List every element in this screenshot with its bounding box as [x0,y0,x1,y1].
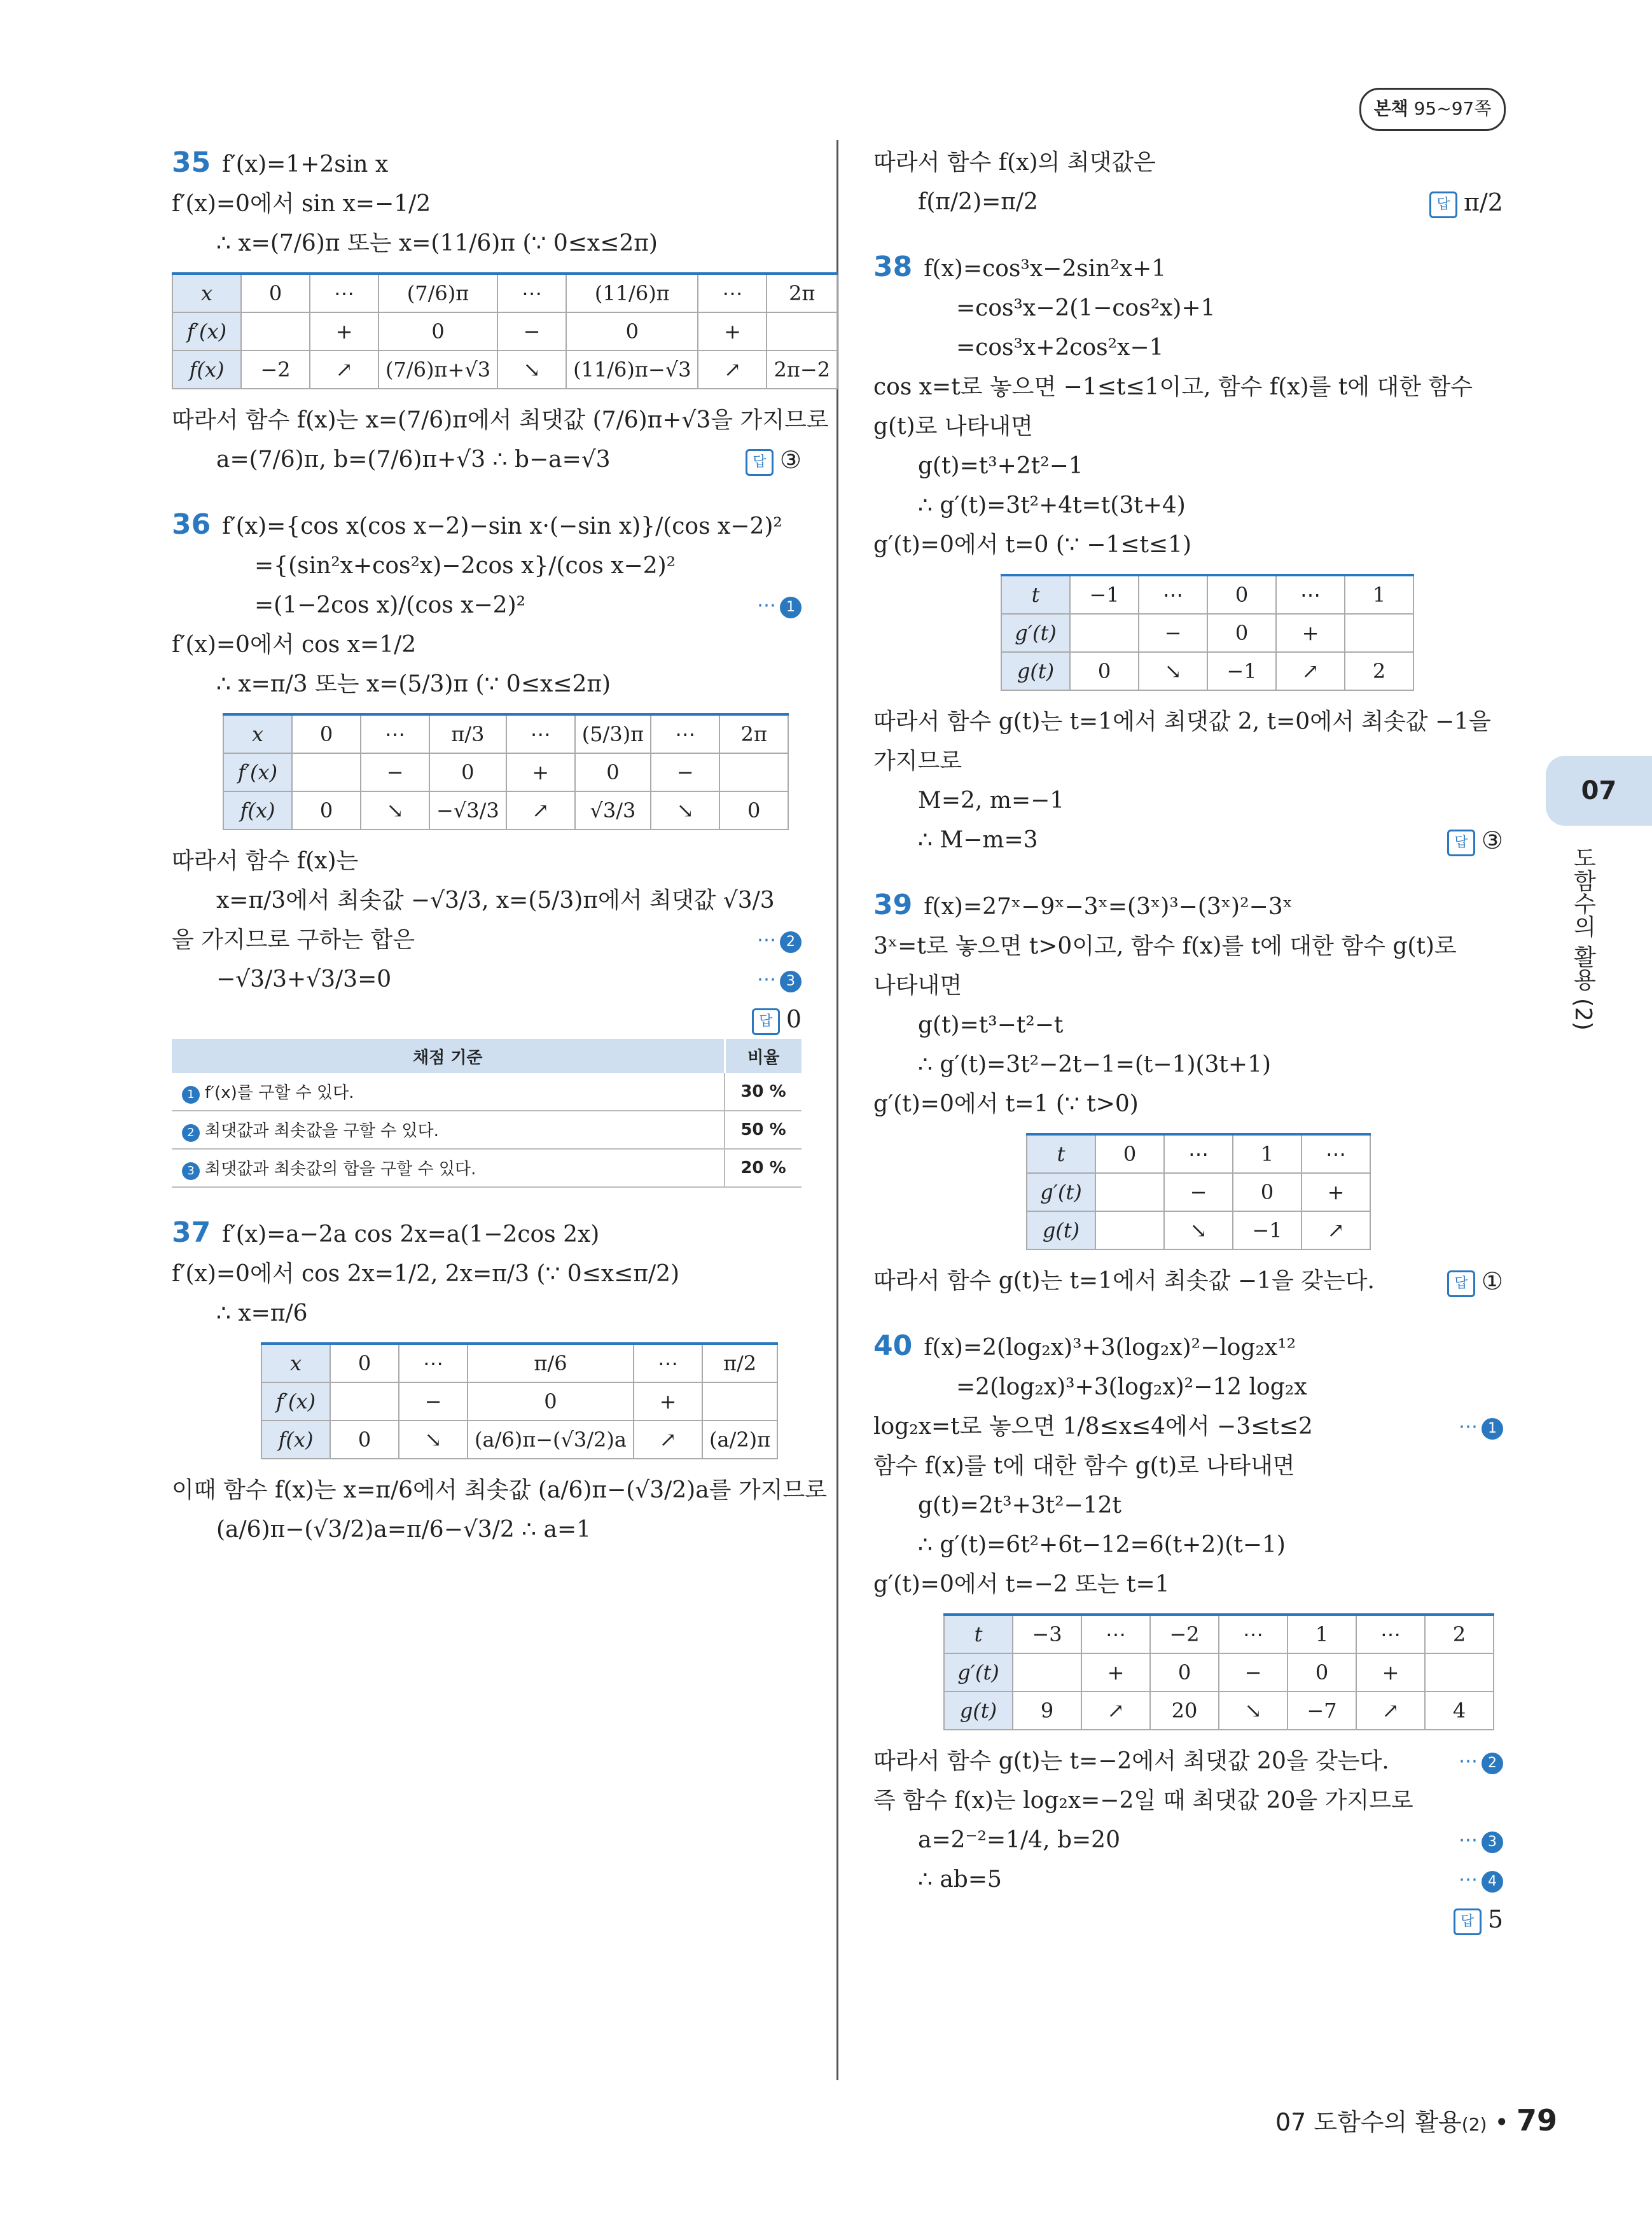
solution-line: f′(x)=a−2a cos 2x=a(1−2cos 2x) [222,1221,600,1248]
solution-line: =cos³x−2(1−cos²x)+1 [956,295,1216,321]
answer: 답 ① [1447,1261,1503,1301]
right-column [873,143,1503,1939]
answer: 답 ③ [746,440,802,480]
variation-table: t 0 ⋯ 1 ⋯ g′(t) − 0 + g(t) ↘ −1 ↗ [1026,1133,1371,1250]
solution-line: 따라서 함수 g(t)는 t=−2에서 최댓값 20을 갖는다. [873,1748,1389,1774]
answer: 답 0 [752,999,802,1039]
solution-line: g(t)=t³−t²−t [918,1012,1064,1038]
problem-36 [172,505,802,1188]
step-marker: ⋯ 2 [1459,1742,1503,1781]
problem-number: 37 [172,1216,211,1249]
solution-line: a=(7/6)π, b=(7/6)π+√3 ∴ b−a=√3 [216,447,611,473]
answer: 답 ③ [1447,821,1503,860]
problem-39 [873,886,1503,1301]
solution-line: 3ˣ=t로 놓으면 t>0이고, 함수 f(x)를 t에 대한 함수 g(t)로 [873,933,1457,959]
solution-line: f′(x)=0에서 sin x=−1/2 [172,191,431,217]
solution-line: f′(x)=0에서 cos x=1/2 [172,632,417,658]
step-marker: ⋯ 1 [1459,1407,1503,1447]
solution-line: g(t)=t³+2t²−1 [918,453,1083,479]
solution-line: 즉 함수 f(x)는 log₂x=−2일 때 최댓값 20을 가지므로 [873,1788,1413,1814]
solution-line: log₂x=t로 놓으면 1/8≤x≤4에서 −3≤t≤2 [873,1414,1313,1440]
step-marker: ⋯ 3 [1459,1821,1503,1860]
solution-line: f(x)=27ˣ−9ˣ−3ˣ=(3ˣ)³−(3ˣ)²−3ˣ [924,894,1293,920]
solution-line: ∴ ab=5 [918,1866,1002,1893]
variation-table: x 0 ⋯ (7/6)π ⋯ (11/6)π ⋯ 2π f′(x) + 0 − 0 + f(x) −2 ↗ (7/6)π+√3 ↘ (11/6)π−√3 ↗ 2π−2 [172,272,838,389]
problem-37 [172,1213,828,1550]
solution-line: 이때 함수 f(x)는 x=π/6에서 최솟값 (a/6)π−(√3/2)a를 가지므로 [172,1477,828,1503]
solution-line: g′(t)=0에서 t=0 (∵ −1≤t≤1) [873,532,1192,558]
solution-line: 따라서 함수 f(x)는 [172,848,359,874]
page-reference-badge: 본책 95~97쪽 [1359,88,1506,131]
solution-line: ∴ g′(t)=3t²+4t=t(3t+4) [918,492,1186,518]
solution-line: g(t)로 나타내면 [873,414,1033,440]
step-marker: ⋯ 1 [757,586,802,625]
left-column [172,143,831,1550]
problem-40 [873,1326,1503,1933]
solution-line: (a/6)π−(√3/2)a=π/6−√3/2 ∴ a=1 [216,1517,592,1543]
solution-line: 따라서 함수 g(t)는 t=1에서 최댓값 2, t=0에서 최솟값 −1을 [873,709,1491,735]
solution-line: f′(x)=1+2sin x [222,151,389,177]
solution-line: ∴ x=π/6 [216,1300,308,1326]
problem-number: 39 [873,889,913,921]
solution-line: 따라서 함수 f(x)는 x=(7/6)π에서 최댓값 (7/6)π+√3을 가지므로 [172,407,829,433]
variation-table: x 0 ⋯ π/6 ⋯ π/2 f′(x) − 0 + f(x) 0 ↘ (a/6)π−(√3/2)a ↗ (a/2)π [261,1342,778,1459]
solution-line: =(1−2cos x)/(cos x−2)² [254,592,526,618]
step-marker: ⋯ 3 [757,960,802,999]
solution-line: 가지므로 [873,748,962,774]
answer: 답 π/2 [1429,183,1503,222]
solution-line: 따라서 함수 g(t)는 t=1에서 최솟값 −1을 갖는다. [873,1268,1375,1294]
solution-line: ∴ x=π/3 또는 x=(5/3)π (∵ 0≤x≤2π) [216,671,611,697]
variation-table: t −3 ⋯ −2 ⋯ 1 ⋯ 2 g′(t) + 0 − 0 + g(t) 9 ↗ 20 ↘ −7 ↗ 4 [943,1613,1494,1730]
solution-line: =2(log₂x)³+3(log₂x)²−12 log₂x [956,1374,1307,1400]
solution-line: g′(t)=0에서 t=−2 또는 t=1 [873,1571,1170,1597]
solution-line: =cos³x+2cos²x−1 [956,335,1164,361]
solution-line: M=2, m=−1 [918,788,1065,814]
solution-line: f(x)=2(log₂x)³+3(log₂x)²−log₂x¹² [924,1335,1296,1361]
problem-number: 40 [873,1330,913,1362]
solution-line: −√3/3+√3/3=0 [216,966,392,992]
solution-line: 을 가지므로 구하는 합은 [172,927,415,953]
solution-line: a=2⁻²=1/4, b=20 [918,1827,1120,1853]
solution-line: f(π/2)=π/2 [918,189,1038,215]
grading-table: 채점 기준 비율 1 f′(x)를 구할 수 있다. 30 % 2 최댓값과 최솟값을 구할 수 있다. 50 % 3 최댓값과 최솟값의 합을 구할 수 있다. 20 % [172,1039,802,1188]
problem-38 [873,247,1503,860]
solution-line: ={(sin²x+cos²x)−2cos x}/(cos x−2)² [254,553,676,579]
solution-line: x=π/3에서 최솟값 −√3/3, x=(5/3)π에서 최댓값 √3/3 [216,887,775,914]
solution-line: ∴ M−m=3 [918,827,1038,853]
solution-line: f(x)=cos³x−2sin²x+1 [924,256,1167,282]
step-marker: ⋯ 2 [757,921,802,960]
solution-line: f′(x)=0에서 cos 2x=1/2, 2x=π/3 (∵ 0≤x≤π/2) [172,1261,680,1287]
chapter-side-title: 도함수의 활용 (2) [1570,846,1596,1031]
problem-number: 35 [172,146,211,179]
variation-table: t −1 ⋯ 0 ⋯ 1 g′(t) − 0 + g(t) 0 ↘ −1 ↗ 2 [1001,574,1414,691]
solution-line: g(t)=2t³+3t²−12t [918,1492,1121,1519]
page-number: 79 [1516,2103,1557,2137]
solution-line: g′(t)=0에서 t=1 (∵ t>0) [873,1091,1139,1117]
solution-line: ∴ g′(t)=3t²−2t−1=(t−1)(3t+1) [918,1052,1272,1078]
page-footer: 07 도함수의 활용(2) • 79 [1275,2103,1557,2137]
problem-37-continued [873,143,1503,222]
solution-line: 나타내면 [873,973,962,999]
solution-line: f′(x)={cos x(cos x−2)−sin x·(−sin x)}/(cos x−2)² [222,513,782,539]
problem-number: 38 [873,251,913,283]
step-marker: ⋯ 4 [1459,1860,1503,1900]
problem-number: 36 [172,508,211,541]
solution-line: 따라서 함수 f(x)의 최댓값은 [873,149,1156,176]
problem-35 [172,143,831,480]
chapter-tab: 07 [1546,756,1652,826]
solution-line: 함수 f(x)를 t에 대한 함수 g(t)로 나타내면 [873,1453,1295,1479]
column-divider [836,140,838,2080]
solution-line: ∴ x=(7/6)π 또는 x=(11/6)π (∵ 0≤x≤2π) [216,230,658,256]
answer: 답 5 [1454,1900,1503,1939]
variation-table: x 0 ⋯ π/3 ⋯ (5/3)π ⋯ 2π f′(x) − 0 + 0 − f(x) 0 ↘ −√3/3 ↗ √3/3 ↘ 0 [223,713,789,830]
solution-line: cos x=t로 놓으면 −1≤t≤1이고, 함수 f(x)를 t에 대한 함수 [873,374,1473,400]
solution-line: ∴ g′(t)=6t²+6t−12=6(t+2)(t−1) [918,1532,1286,1558]
